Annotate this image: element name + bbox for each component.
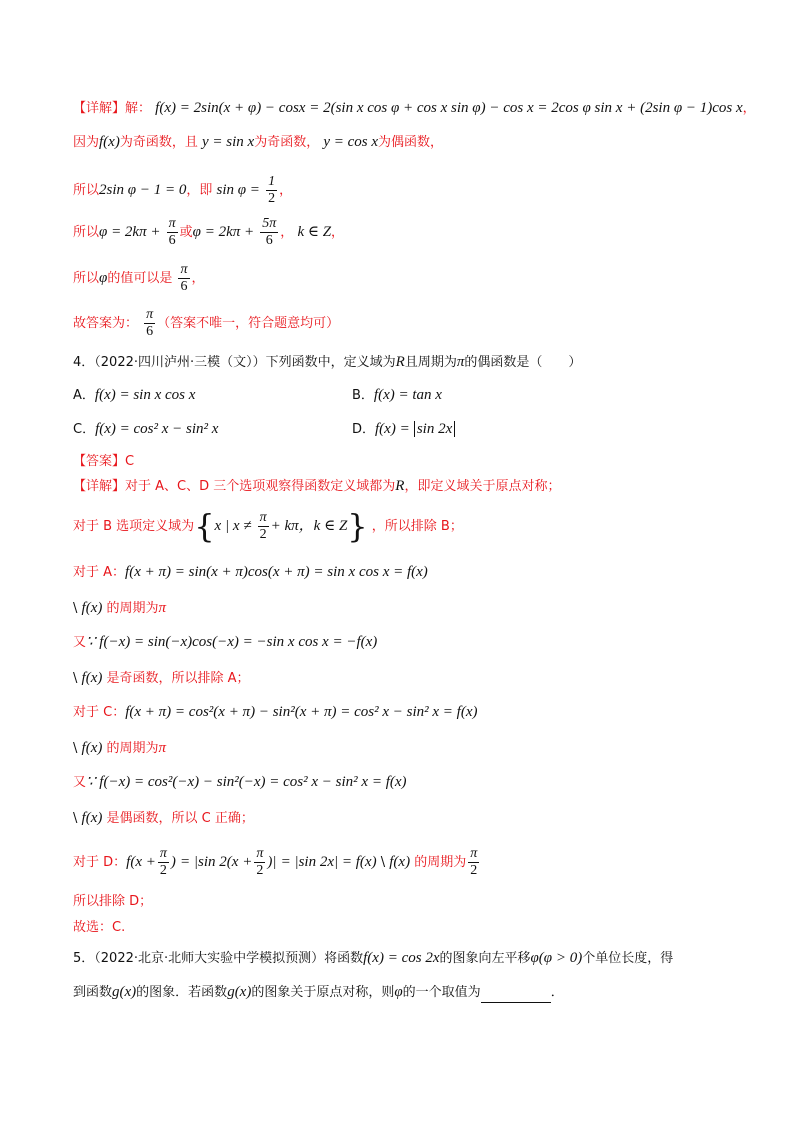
text: （答案不唯一，符合题意均可） [157, 316, 340, 331]
option-label: D． [352, 422, 376, 437]
math: k ∈ Z [297, 224, 332, 240]
q4-d-1: 对于 D：f(x + $\frac{\pi}{2}$ ) = |sin 2(x + $\frac{\pi}{2}$ )| = |sin 2x| = f(x) \ f(x) 的周期为 $\frac{\pi}{2}$ [73, 846, 478, 878]
therefore-symbol: \ [380, 855, 386, 870]
question-text: 的图象向左平移 [439, 951, 531, 966]
detail-line-4 [73, 212, 740, 252]
punct: ， [742, 101, 756, 116]
math: x ≠ [232, 518, 252, 534]
q4-a-1 [73, 562, 740, 583]
math: π [456, 354, 465, 370]
math: x + [135, 854, 156, 870]
q4-detail-1 [73, 476, 740, 497]
math: f(x) [81, 670, 103, 686]
text: 对于 A： [73, 565, 126, 580]
text: 为偶函数， [378, 135, 444, 150]
math: φ [99, 270, 108, 286]
question-text: 且周期为 [404, 355, 457, 370]
answer-label: 【答案】 [73, 454, 126, 469]
q4-c-4 [73, 808, 740, 829]
therefore-symbol: \ [73, 671, 78, 686]
q4-c-3 [73, 772, 740, 793]
math: x + [231, 854, 253, 870]
option-label: A． [73, 388, 95, 403]
option-label: B． [352, 388, 374, 403]
text: 因为 [73, 135, 100, 150]
math: f(x) [99, 134, 120, 150]
math: π [158, 740, 167, 756]
text: ，即 [186, 183, 213, 198]
text: 所以 [73, 271, 100, 286]
fraction: $\frac{\pi}{2}$ [470, 846, 478, 878]
text: 故选：C. [73, 920, 126, 935]
math: f(x) [81, 740, 103, 756]
math: + kπ，k ∈ Z [270, 518, 348, 534]
punct: ， [280, 225, 294, 240]
therefore-symbol: \ [73, 601, 78, 616]
text: 的值可以是 [107, 271, 173, 286]
text: 为奇函数， [254, 135, 320, 150]
detail-line-3 [73, 170, 740, 210]
question-text: ． [550, 985, 564, 1000]
text: 所以排除 D； [73, 894, 153, 909]
math: f(x) [81, 810, 103, 826]
q4-stem [73, 352, 740, 373]
math: g(x) [112, 984, 137, 1000]
q4-a-4 [73, 668, 740, 689]
punct: ， [279, 183, 293, 198]
text: 对于 A、C、D 三个选项观察得函数定义域都为 [125, 479, 396, 494]
question-number: 4． [73, 355, 95, 370]
math: φ [394, 984, 403, 1000]
q4-option-b [352, 384, 442, 404]
math: y = cos x [323, 134, 379, 150]
q4-c-1 [73, 702, 740, 723]
text: 故答案为： [73, 316, 139, 331]
question-text: 个单位长度，得 [582, 951, 674, 966]
q4-c-2 [73, 738, 740, 759]
math: f(x + π) = cos²(x + π) − sin²(x + π) = cos² x − sin² x = f(x) [125, 704, 478, 720]
question-text: （2022·四川泸州·三模（文））下列函数中，定义域为 [94, 355, 396, 370]
text: 所以 [73, 183, 100, 198]
math: ∵ f(−x) = cos²(−x) − sin²(−x) = cos² x − sin² x = f(x) [86, 774, 407, 790]
q4-option-a [73, 384, 195, 404]
q4-a-2 [73, 598, 740, 619]
question-text: 的偶函数是（ ） [464, 355, 582, 370]
math: 2sin φ − 1 = 0 [99, 182, 187, 198]
text: 的周期为 [414, 855, 467, 870]
text: 是奇函数，所以排除 A； [106, 671, 250, 686]
text: 又 [73, 635, 87, 650]
math: φ = 2kπ + [192, 224, 255, 240]
text: 的周期为 [106, 741, 159, 756]
brace-left: { [194, 507, 215, 546]
math: φ = 2kπ + [99, 224, 161, 240]
math: y = sin x [202, 134, 255, 150]
fraction: $\frac{\pi}{2}$ [159, 846, 167, 878]
text: ，即定义域关于原点对称； [404, 479, 561, 494]
q4-detail-2: 对于 B 选项定义域为{x | x ≠ $\frac{\pi}{2}$ + kπ，k ∈ Z} ，所以排除 B； [73, 507, 463, 546]
fraction: $\frac{\pi}{2}$ [256, 846, 264, 878]
math: f(x) [389, 854, 411, 870]
question-text: 到函数 [73, 985, 113, 1000]
q4-answer [73, 452, 740, 472]
text: ，所以排除 B； [371, 519, 463, 534]
detail-line-1 [73, 98, 756, 119]
punct: ， [331, 225, 345, 240]
math: ∵ f(−x) = sin(−x)cos(−x) = −sin x cos x = −f(x) [86, 634, 378, 650]
text: 对于 C： [73, 705, 126, 720]
q4-a-3 [73, 632, 740, 653]
text: 的周期为 [106, 601, 159, 616]
question-text: 的图象．若函数 [136, 985, 228, 1000]
q4-option-d [352, 418, 455, 438]
q4-choose [73, 918, 740, 938]
fraction: $\frac{\pi}{6}$ [168, 216, 176, 248]
math: π [158, 600, 167, 616]
brace-right: } [347, 507, 368, 546]
option-label: C． [73, 422, 96, 437]
fraction: $\frac{\pi}{6}$ [146, 307, 154, 339]
question-text: （2022·北京·北师大实验中学模拟预测）将函数 [94, 951, 364, 966]
text: 是偶函数，所以 C 正确； [106, 811, 254, 826]
detail-label: 【详解】 [73, 101, 126, 116]
option-math: f(x) = [375, 421, 410, 437]
math: R [395, 478, 405, 494]
fraction: $\frac{5\pi}{6}$ [262, 216, 277, 248]
punct: ， [191, 271, 205, 286]
equation-1: f(x) = 2sin(x + φ) − cosx = 2(sin x cos φ + cos x sin φ) − cos x = 2cos φ sin x + (2sin φ − 1)cos x [155, 100, 743, 116]
q5-stem-2 [73, 982, 740, 1003]
answer-blank[interactable] [481, 988, 551, 1003]
text: 又 [73, 775, 87, 790]
math: g(x) [227, 984, 252, 1000]
option-math-abs: sin 2x [414, 421, 455, 437]
q5-stem-1 [73, 948, 740, 969]
option-math: f(x) = tan x [373, 387, 442, 403]
option-math: f(x) = sin x cos x [94, 387, 196, 403]
fraction: $\frac{\pi}{6}$ [180, 262, 188, 294]
therefore-symbol: \ [73, 741, 78, 756]
text: 所以 [73, 225, 100, 240]
text: 或 [179, 225, 193, 240]
math: sin φ = [216, 182, 260, 198]
math: R [395, 354, 405, 370]
math: φ(φ > 0) [530, 950, 583, 966]
fraction: $\frac{1}{2}$ [268, 174, 276, 206]
math: f [126, 854, 131, 870]
text: 对于 B 选项定义域为 [73, 519, 195, 534]
math: f(x + π) = sin(x + π)cos(x + π) = sin x cos x = f(x) [125, 564, 428, 580]
detail-line-6 [73, 304, 740, 344]
text: 为奇函数，且 [119, 135, 198, 150]
math: f(x) [81, 600, 103, 616]
q4-option-c [73, 418, 218, 438]
text: 对于 D： [73, 855, 127, 870]
option-math: f(x) = cos² x − sin² x [95, 421, 219, 437]
math: f(x) = cos 2x [363, 950, 440, 966]
math: = |sin 2x| = f(x) [280, 854, 377, 870]
fraction: $\frac{\pi}{2}$ [259, 510, 267, 542]
question-text: 的一个取值为 [402, 985, 481, 1000]
therefore-symbol: \ [73, 811, 78, 826]
question-number: 5． [73, 951, 95, 966]
question-text: 的图象关于原点对称，则 [251, 985, 395, 1000]
answer-value: C [125, 454, 135, 469]
q4-d-2 [73, 892, 740, 912]
detail-line-2 [73, 132, 740, 153]
math: = |sin 2 [180, 854, 227, 870]
detail-line-5 [73, 258, 740, 298]
solve-label: 解： [125, 101, 152, 116]
math: x [214, 518, 222, 534]
detail-label: 【详解】 [73, 479, 126, 494]
